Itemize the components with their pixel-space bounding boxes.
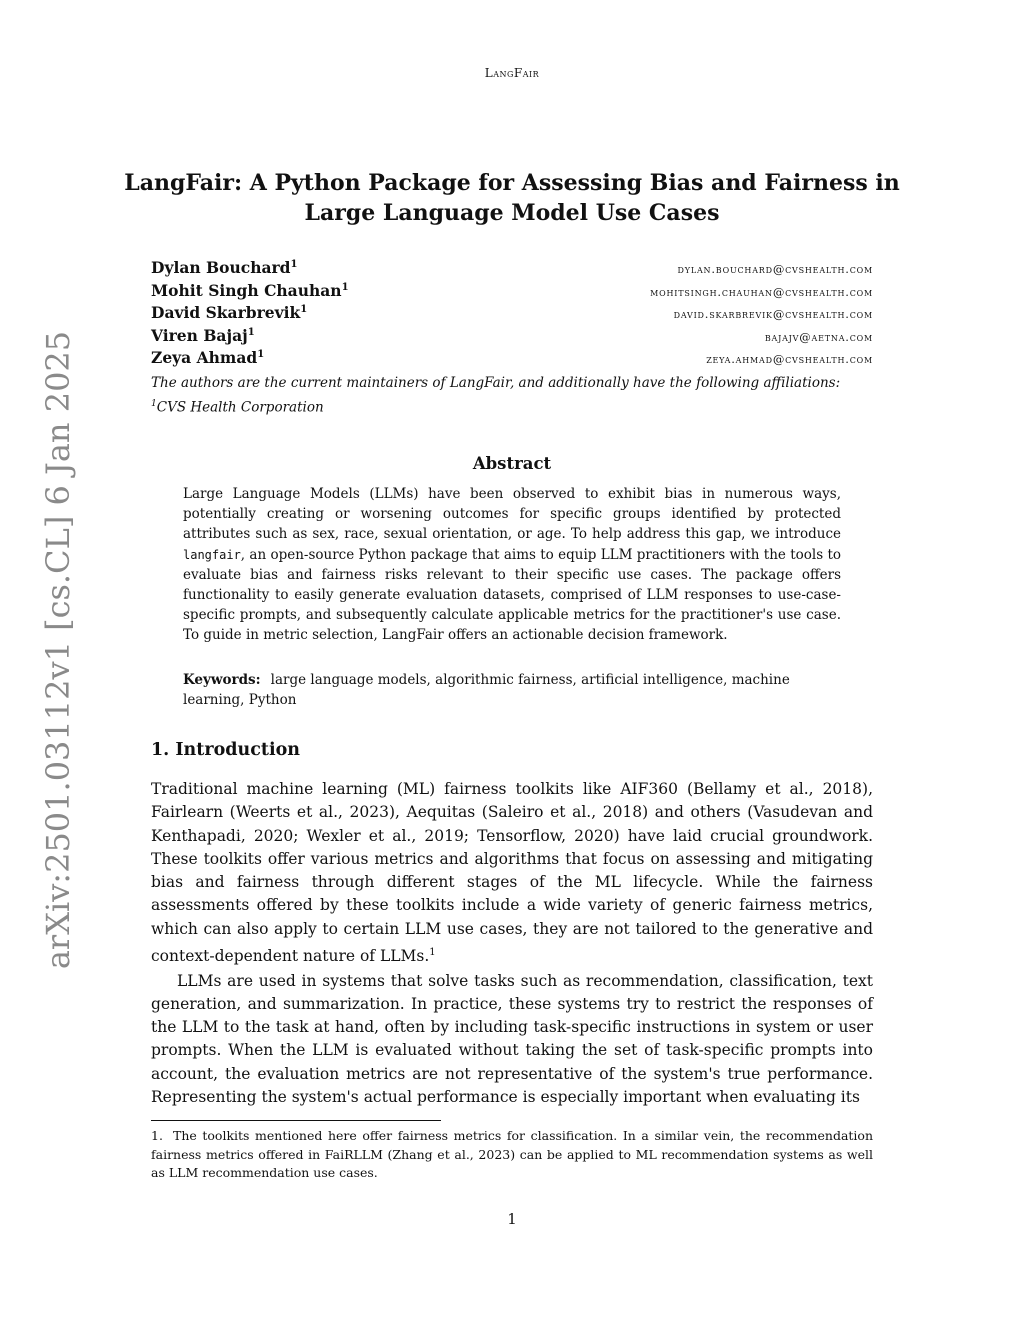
- paragraph: Traditional machine learning (ML) fairness toolkits like AIF360 (Bellamy et al., 2018), Fairlearn (Weerts et al., 2023), Aequitas (Saleiro et al., 2018) and others (Vasudevan and Kenthapadi, 2020; Wexler et al., 2019; Tensorflow, 2020) have laid crucial groundwork. These toolkits offer various metrics and algorithms that focus on assessing and mitigating bias and fairness through different stages of the ML lifecycle. While the fairness assessments offered by these toolkits include a wide variety of generic fairness metrics, which can also apply to certain LLM use cases, they are not tailored to the generative and context-dependent nature of LLMs.$^1$: [151, 780, 873, 966]
- author-row: [151, 348, 873, 371]
- author-email: bajajv@aetna.com: [764, 329, 873, 344]
- author-email: david.skarbrevik@cvshealth.com: [673, 307, 873, 321]
- section-heading-introduction: 1. Introduction: [151, 740, 300, 760]
- author-email: mohitsingh.chauhan@cvshealth.com: [650, 284, 873, 299]
- author-row: [151, 326, 873, 349]
- paper-title: LangFair: A Python Package for Assessing Bias and Fairness in Large Language Model Use Cases: [124, 170, 900, 226]
- abstract-text: Large Language Models (LLMs) have been observed to exhibit bias in numerous ways, potentially creating or worsening outcomes for specific groups identified by protected attributes such as sex, race, sexual orientation, or age. To help address this gap, we introduce langfair, an open-source Python package that aims to equip LLM practitioners with the tools to evaluate bias and fairness risks relevant to their specific use cases. The package offers functionality to easily generate evaluation datasets, comprised of LLM responses to use-case-specific prompts, and subsequently calculate applicable metrics for the practitioner's use case. To guide in metric selection, LangFair offers an actionable decision framework.: [183, 486, 841, 644]
- keywords: [183, 670, 841, 710]
- running-head: LangFair: [484, 66, 540, 80]
- footnote: [151, 1127, 873, 1183]
- author-name: Mohit Singh Chauhan$^1$: [151, 280, 349, 300]
- author-row: [151, 258, 873, 281]
- author-email: dylan.bouchard@cvshealth.com: [677, 262, 873, 276]
- abstract-heading: Abstract: [472, 454, 552, 473]
- author-name: Dylan Bouchard$^1$: [151, 258, 298, 277]
- introduction-body: [151, 778, 873, 1109]
- keywords-text: large language models, algorithmic fairness, artificial intelligence, machine learning, Python: [183, 672, 790, 708]
- author-name: Zeya Ahmad$^1$: [151, 348, 265, 367]
- author-name: Viren Bajaj$^1$: [151, 325, 255, 345]
- package-name-code: langfair: [183, 547, 241, 562]
- author-row: [151, 303, 873, 326]
- page-number: 1: [507, 1210, 517, 1228]
- author-row: [151, 281, 873, 304]
- keywords-label: Keywords:: [183, 672, 261, 688]
- footnote-marker: 1: [429, 947, 436, 959]
- footnote-number: 1.: [151, 1128, 163, 1143]
- footnote-rule: [151, 1120, 441, 1121]
- author-email: zeya.ahmad@cvshealth.com: [706, 352, 873, 366]
- author-list: [151, 258, 873, 371]
- affiliation-org: $^1$CVS Health Corporation: [151, 399, 324, 416]
- affiliation-note: [151, 373, 873, 419]
- affiliation-text: The authors are the current maintainers of LangFair, and additionally have the following affiliations:: [151, 375, 841, 391]
- paragraph: LLMs are used in systems that solve tasks such as recommendation, classification, text generation, and summarization. In practice, these systems try to restrict the responses of the LLM to the task at hand, often by including task-specific instructions in system or user prompts. When the LLM is evaluated without taking the set of task-specific prompts into account, the evaluation metrics are not representative of the system's true performance. Representing the system's actual performance is especially important when evaluating its: [151, 971, 873, 1107]
- footnote-text: The toolkits mentioned here offer fairness metrics for classification. In a similar vein, the recommendation fairness metrics offered in FaiRLLM (Zhang et al., 2023) can be applied to ML recommendation systems as well as LLM recommendation use cases.: [151, 1128, 873, 1180]
- author-name: David Skarbrevik$^1$: [151, 303, 308, 322]
- arxiv-stamp: arXiv:2501.03112v1 [cs.CL] 6 Jan 2025: [39, 330, 77, 970]
